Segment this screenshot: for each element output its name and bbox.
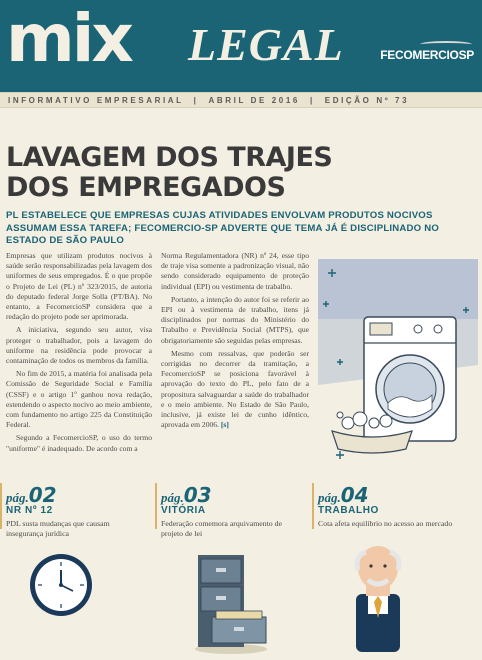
teaser-section: VITÓRIA [161, 505, 206, 516]
page-number: 02 [28, 483, 57, 507]
teaser-description: Cota afeta equilíbrio no acesso ao mercado [318, 519, 453, 528]
paragraph-text: Mesmo com ressalvas, que poderão ser corrigidas no decorrer da tramitação, a FecomercioSP se posiciona favorável à aprovação do texto do PL, pelo fato de a propositura salvaguardar a saúde do trabalhador e o meio ambiente. No Estado de São Paulo, inclusive, já existe lei de cunho idêntico, aprovada em 2006. [161, 348, 309, 430]
info-separator: | [193, 95, 199, 105]
article-column-2 [161, 251, 309, 433]
teaser-description: PDL susta mudanças que causam insegurança jurídica [6, 519, 110, 538]
paragraph: Portanto, a intenção do autor foi se referir ao EPI ou à vestimenta de trabalho, itens já disciplinados por normas do Ministério do Trabalho e Previdência Social (MTPS), que obrigatoriamente são seguidas pelas empresas. [161, 294, 309, 345]
teaser-bar [0, 483, 2, 529]
logo-mix: mix [6, 0, 131, 77]
elderly-man-icon [342, 540, 414, 660]
teaser-bar [312, 483, 314, 529]
end-mark: [s] [220, 420, 229, 430]
paragraph: Segundo a FecomercioSP, o uso do termo "uniforme" é inadequado. De acordo com a [6, 433, 152, 453]
teaser-page-ref [6, 483, 57, 507]
paragraph: Empresas que utilizam produtos nocivos à saúde serão responsabilizadas pela lavagem dos uniformes de seus empregados. É o que propõe o Projeto de Lei (PL) nº 323/2015, de autoria do deputado federal Jorge Solla (PT/BA). No entanto, a FecomercioSP considera que a redação do projeto pode ser aprimorada. [6, 251, 152, 322]
article-subtitle: PL ESTABELECE QUE EMPRESAS CUJAS ATIVIDADES ENVOLVAM PRODUTOS NOCIVOS ASSUMAM ESSA TAREFA; FECOMERCIO-SP ADVERTE QUE TEMA JÁ É DISCIPLINADO NO ESTADO DE SÃO PAULO [6, 210, 440, 246]
teaser-description: Federação comemora arquivamento de projeto de lei [161, 519, 283, 538]
page-number: 03 [183, 483, 212, 507]
article-column-1 [6, 251, 152, 457]
page-label: pág. [6, 490, 29, 505]
logo-legal: LEGAL [188, 19, 344, 70]
teaser-page-ref [161, 483, 212, 507]
page-label: pág. [318, 490, 341, 505]
info-date: ABRIL DE 2016 [208, 95, 300, 105]
washing-machine-icon [318, 255, 478, 470]
info-edition: EDIÇÃO Nº 73 [324, 95, 410, 105]
clock-icon [26, 550, 96, 620]
info-label: INFORMATIVO EMPRESARIAL [8, 95, 184, 105]
teaser-section: TRABALHO [318, 505, 379, 516]
paragraph: Norma Regulamentadora (NR) nº 24, esse tipo de traje visa somente a padronização visual, não sendo considerado equipamento de proteção individual (EPI) ou vestimenta de trabalho. [161, 251, 309, 291]
teaser-page-ref [318, 483, 369, 507]
publisher-logo: FECOMERCIOSP [380, 48, 474, 62]
masthead [0, 0, 482, 92]
info-separator: | [309, 95, 315, 105]
page-label: pág. [161, 490, 184, 505]
teaser-section: NR Nº 12 [6, 505, 53, 516]
publisher-swoosh-icon [420, 41, 472, 48]
page-number: 04 [340, 483, 369, 507]
info-bar [0, 92, 482, 108]
teaser-bar [155, 483, 157, 529]
paragraph-last [161, 349, 309, 431]
article-title: LAVAGEM DOS TRAJES DOS EMPREGADOS [6, 142, 333, 203]
paragraph: No fim de 2015, a matéria foi analisada pela Comissão de Seguridade Social e Família (CSSF) e o artigo 1º ganhou nova redação, estendendo o aspecto nocivo ao meio ambiente, com fundamento no artigo 225 da Constituição Federal. [6, 369, 152, 430]
paragraph: A iniciativa, segundo seu autor, visa proteger o trabalhador, pois a lavagem do uniforme na residência pode provocar a contaminação de todos os membros da família. [6, 325, 152, 366]
file-cabinet-icon [188, 545, 274, 655]
